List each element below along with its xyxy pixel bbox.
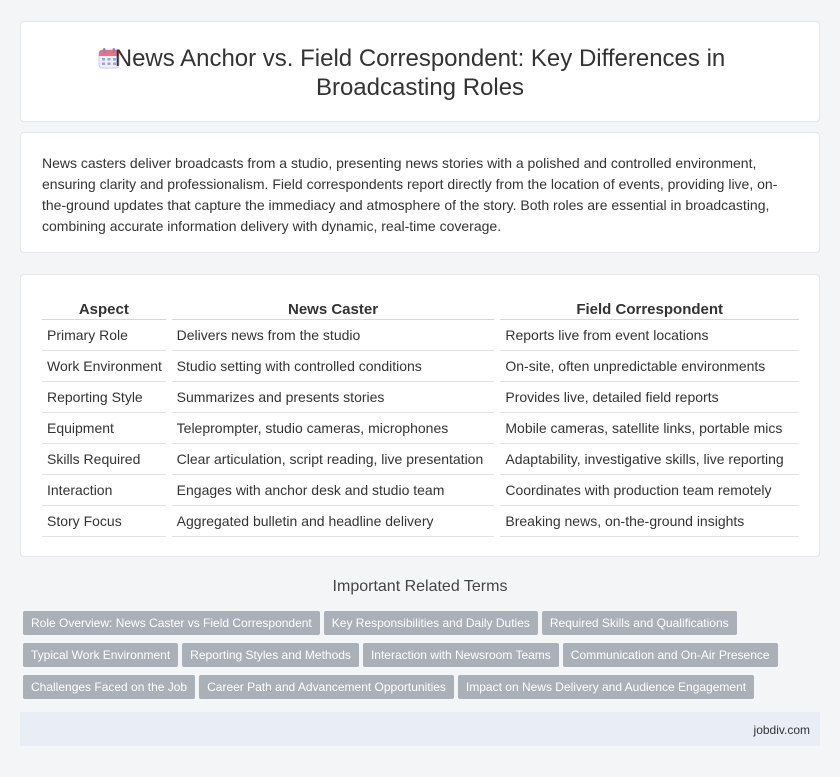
related-term-tag[interactable]: Role Overview: News Caster vs Field Correspondent [23,611,320,635]
table-cell: Studio setting with controlled conditions [172,351,495,382]
table-cell: Mobile cameras, satellite links, portable mics [500,413,799,444]
table-cell: Engages with anchor desk and studio team [172,475,495,506]
comparison-table-card [20,274,820,557]
related-term-tag[interactable]: Impact on News Delivery and Audience Engagement [458,675,754,699]
table-cell: Skills Required [42,444,166,475]
table-row [42,382,799,413]
table-row [42,351,799,382]
table-cell: On-site, often unpredictable environments [500,351,799,382]
related-term-tag[interactable]: Typical Work Environment [23,643,178,667]
comparison-table [36,295,805,537]
related-terms-tags [23,611,813,707]
intro-card [20,132,820,253]
table-cell: Teleprompter, studio cameras, microphones [172,413,495,444]
table-cell: Interaction [42,475,166,506]
intro-text: News casters deliver broadcasts from a studio, presenting news stories with a polished and controlled environment, ensuring clarity and professionalism. Field correspondents report directly from the location of events, providing live, on-the-ground updates that capture the immediacy and atmosphere of the story. Both roles are essential in broadcasting, combining accurate information delivery with dynamic, real-time coverage. [42,155,778,234]
related-term-tag[interactable]: Key Responsibilities and Daily Duties [324,611,538,635]
tag-row [23,675,813,707]
table-cell: Reporting Style [42,382,166,413]
table-cell: Coordinates with production team remotely [500,475,799,506]
table-row [42,320,799,351]
related-term-tag[interactable]: Interaction with Newsroom Teams [363,643,559,667]
footer [20,712,820,746]
table-row [42,444,799,475]
table-cell: Aggregated bulletin and headline delivery [172,506,495,537]
related-term-tag[interactable]: Communication and On-Air Presence [563,643,778,667]
table-row [42,506,799,537]
related-term-tag[interactable]: Challenges Faced on the Job [23,675,195,699]
header-field-correspondent: Field Correspondent [500,295,799,320]
table-cell: Reports live from event locations [500,320,799,351]
table-header-row [42,295,799,320]
table-cell: Primary Role [42,320,166,351]
footer-site-link[interactable]: jobdiv.com [753,723,810,737]
table-cell: Breaking news, on-the-ground insights [500,506,799,537]
related-term-tag[interactable]: Career Path and Advancement Opportunities [199,675,454,699]
header-aspect: Aspect [42,295,166,320]
table-row [42,413,799,444]
table-cell: Work Environment [42,351,166,382]
table-cell: Delivers news from the studio [172,320,495,351]
header-news-caster: News Caster [172,295,495,320]
table-cell: Summarizes and presents stories [172,382,495,413]
title-line-1: News Anchor vs. Field Correspondent: Key Differences in [114,45,726,72]
table-row [42,475,799,506]
table-cell: Adaptability, investigative skills, live reporting [500,444,799,475]
tag-row [23,643,813,675]
title-line-2: Broadcasting Roles [315,74,525,101]
tag-row [23,611,813,643]
header-card [20,21,820,122]
related-term-tag[interactable]: Reporting Styles and Methods [182,643,359,667]
page-title [21,44,819,102]
table-cell: Equipment [42,413,166,444]
table-cell: Story Focus [42,506,166,537]
table-cell: Provides live, detailed field reports [500,382,799,413]
table-cell: Clear articulation, script reading, live presentation [172,444,495,475]
related-terms-title: Important Related Terms [332,578,508,595]
related-term-tag[interactable]: Required Skills and Qualifications [542,611,737,635]
